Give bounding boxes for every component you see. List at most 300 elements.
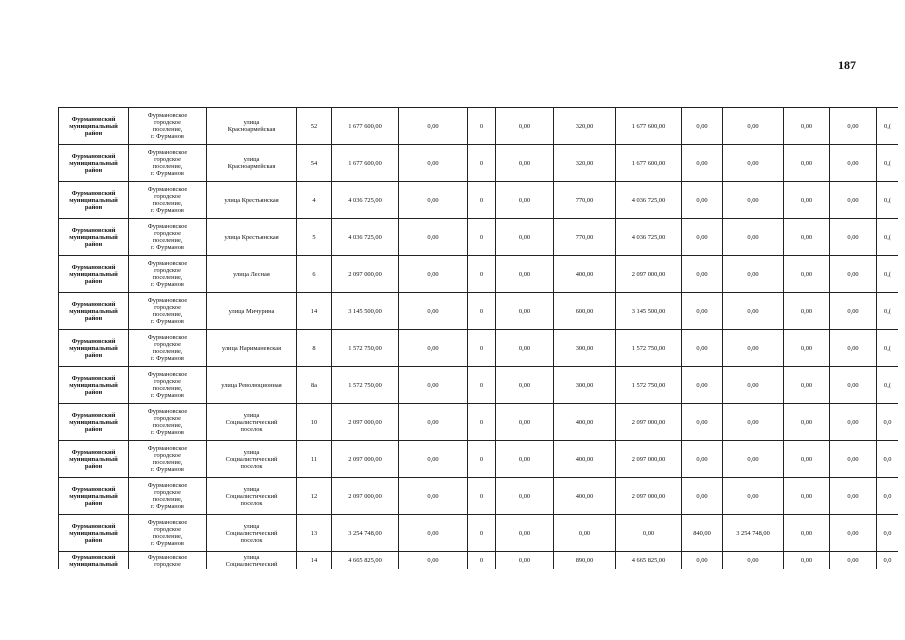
cell-line: улица [243,553,260,561]
cell-c11: 0,0 [877,478,899,515]
cell-line: поселок [240,536,263,544]
cell-c10: 0,00 [830,219,877,256]
cell-line: район [84,129,103,137]
cell-house: 8 [297,330,332,367]
cell-c9: 0,00 [784,404,830,441]
cell-line: Фурмановский [71,300,116,308]
cell-line: улица [243,411,260,419]
cell-c9: 0,00 [784,219,830,256]
cell-c3: 0 [468,293,496,330]
cell-line: поселение, [152,385,183,392]
cell-line: муниципальный [69,560,118,568]
table-row [59,515,899,552]
table-row [59,293,899,330]
cell-c6: 0,00 [616,515,682,552]
cell-c10: 0,00 [830,515,877,552]
cell-district [59,552,129,570]
cell-line: район [84,462,103,470]
cell-c2: 0,00 [399,367,468,404]
cell-c2: 0,00 [399,404,468,441]
cell-line: городское [154,452,181,459]
cell-c1: 1 677 600,00 [332,145,399,182]
cell-line: г. Фурманов [151,503,184,510]
cell-line: городское [154,156,181,163]
cell-settlement [129,256,207,293]
cell-district [59,182,129,219]
cell-line: муниципальный [69,455,118,463]
cell-c7: 0,00 [682,478,723,515]
table-row [59,404,899,441]
cell-c8: 0,00 [723,293,784,330]
cell-line: поселение, [152,496,183,503]
cell-line: Фурмановский [71,152,116,160]
cell-settlement [129,182,207,219]
table-row [59,441,899,478]
cell-c4: 0,00 [496,108,554,145]
cell-line: Фурмановский [71,189,116,197]
cell-c11: 0,0 [877,404,899,441]
cell-c10: 0,00 [830,367,877,404]
cell-street [207,256,297,293]
cell-district [59,478,129,515]
cell-settlement [129,515,207,552]
cell-c2: 0,00 [399,145,468,182]
cell-settlement [129,552,207,570]
cell-c11: 0,( [877,256,899,293]
cell-c2: 0,00 [399,108,468,145]
cell-line: Фурмановское [147,186,188,193]
cell-line: Фурмановское [147,408,188,415]
cell-c8: 0,00 [723,404,784,441]
cell-c7: 0,00 [682,182,723,219]
cell-line: улица Крестьянская [224,196,279,204]
cell-line: Фурмановское [147,482,188,489]
cell-c10: 0,00 [830,293,877,330]
cell-c1: 1 677 600,00 [332,108,399,145]
cell-c8: 3 254 748,00 [723,515,784,552]
cell-line: поселение, [152,200,183,207]
cell-line: Фурмановское [147,223,188,230]
cell-c9: 0,00 [784,552,830,570]
cell-c3: 0 [468,108,496,145]
cell-house: 6 [297,256,332,293]
cell-c6: 1 572 750,00 [616,330,682,367]
cell-c1: 3 254 748,00 [332,515,399,552]
cell-line: городское [154,489,181,496]
cell-line: городское [154,378,181,385]
table-row [59,256,899,293]
cell-line: Красноармейская [227,126,276,133]
cell-line: поселок [240,499,263,507]
cell-line: поселение, [152,459,183,466]
table-row [59,145,899,182]
cell-c8: 0,00 [723,108,784,145]
cell-line: городское [154,267,181,274]
cell-line: Социалистический [225,560,278,568]
cell-line: район [84,203,103,211]
cell-c11: 0,( [877,293,899,330]
cell-c4: 0,00 [496,552,554,570]
table-row [59,367,899,404]
table-row [59,219,899,256]
cell-c3: 0 [468,182,496,219]
cell-line: поселение, [152,422,183,429]
cell-settlement [129,478,207,515]
cell-house: 11 [297,441,332,478]
cell-c2: 0,00 [399,515,468,552]
cell-c5: 770,00 [554,219,616,256]
cell-line: городское [154,415,181,422]
cell-line: г. Фурманов [151,170,184,177]
cell-settlement [129,330,207,367]
cell-street [207,145,297,182]
cell-c5: 400,00 [554,478,616,515]
cell-c1: 3 145 500,00 [332,293,399,330]
cell-house: 12 [297,478,332,515]
cell-c7: 0,00 [682,219,723,256]
cell-c6: 2 097 000,00 [616,441,682,478]
cell-c10: 0,00 [830,182,877,219]
cell-c9: 0,00 [784,330,830,367]
cell-c10: 0,00 [830,441,877,478]
cell-c5: 400,00 [554,404,616,441]
cell-c2: 0,00 [399,182,468,219]
cell-c1: 2 097 000,00 [332,256,399,293]
cell-house: 13 [297,515,332,552]
cell-line: Фурмановский [71,553,116,561]
table-body [59,108,899,570]
cell-settlement [129,108,207,145]
cell-line: г. Фурманов [151,355,184,362]
cell-line: район [84,536,103,544]
cell-line: Социалистический [225,418,278,426]
table-row [59,108,899,145]
cell-c3: 0 [468,441,496,478]
cell-line: район [84,166,103,174]
cell-c7: 0,00 [682,552,723,570]
cell-line: улица Революционная [221,381,282,389]
cell-c6: 3 145 500,00 [616,293,682,330]
cell-c4: 0,00 [496,256,554,293]
cell-district [59,515,129,552]
cell-line: Фурмановский [71,263,116,271]
cell-c6: 1 572 750,00 [616,367,682,404]
cell-c1: 4 036 725,00 [332,182,399,219]
cell-settlement [129,145,207,182]
cell-c3: 0 [468,330,496,367]
cell-c10: 0,00 [830,256,877,293]
cell-c7: 0,00 [682,256,723,293]
cell-c11: 0,( [877,219,899,256]
cell-c1: 1 572 750,00 [332,330,399,367]
cell-c9: 0,00 [784,145,830,182]
cell-c10: 0,00 [830,404,877,441]
cell-c4: 0,00 [496,145,554,182]
cell-line: муниципальный [69,529,118,537]
cell-line: городское [154,304,181,311]
cell-line: Фурмановское [147,334,188,341]
cell-house: 14 [297,293,332,330]
cell-line: г. Фурманов [151,466,184,473]
cell-c5: 320,00 [554,108,616,145]
cell-line: Фурмановский [71,115,116,123]
cell-line: улица [243,156,260,163]
cell-line: Социалистический [225,455,278,463]
cell-house: 5 [297,219,332,256]
cell-c9: 0,00 [784,367,830,404]
cell-c9: 0,00 [784,478,830,515]
page-number: 187 [838,58,856,72]
cell-c1: 2 097 000,00 [332,404,399,441]
cell-c4: 0,00 [496,219,554,256]
cell-c6: 2 097 000,00 [616,478,682,515]
cell-line: г. Фурманов [151,318,184,325]
cell-line: г. Фурманов [151,540,184,547]
cell-line: район [84,425,103,433]
cell-line: поселение, [152,163,183,170]
cell-c4: 0,00 [496,182,554,219]
cell-line: г. Фурманов [151,429,184,436]
cell-c7: 0,00 [682,293,723,330]
cell-c11: 0,0 [877,441,899,478]
cell-house: 54 [297,145,332,182]
cell-c2: 0,00 [399,219,468,256]
cell-line: Фурмановское [147,371,188,378]
cell-district [59,108,129,145]
cell-line: поселение, [152,348,183,355]
cell-c6: 4 036 725,00 [616,182,682,219]
cell-street [207,478,297,515]
cell-c8: 0,00 [723,478,784,515]
cell-c5: 770,00 [554,182,616,219]
cell-line: муниципальный [69,233,118,241]
cell-line: городское [154,560,181,568]
cell-c2: 0,00 [399,293,468,330]
cell-line: Фурмановское [147,112,188,119]
cell-line: г. Фурманов [151,207,184,214]
cell-c2: 0,00 [399,256,468,293]
cell-c3: 0 [468,256,496,293]
cell-c7: 0,00 [682,108,723,145]
cell-line: муниципальный [69,196,118,204]
cell-line: Фурмановское [147,519,188,526]
cell-line: Социалистический [225,529,278,537]
cell-district [59,330,129,367]
cell-c9: 0,00 [784,182,830,219]
cell-c2: 0,00 [399,330,468,367]
cell-c2: 0,00 [399,441,468,478]
cell-c10: 0,00 [830,330,877,367]
cell-c5: 300,00 [554,367,616,404]
cell-c5: 300,00 [554,330,616,367]
cell-district [59,145,129,182]
cell-c11: 0,( [877,367,899,404]
cell-c10: 0,00 [830,145,877,182]
cell-c6: 4 036 725,00 [616,219,682,256]
cell-street [207,330,297,367]
cell-line: улица [243,522,260,530]
cell-district [59,293,129,330]
cell-line: Социалистический [225,492,278,500]
cell-line: г. Фурманов [151,392,184,399]
cell-line: Фурмановское [147,297,188,304]
cell-c9: 0,00 [784,293,830,330]
cell-line: улица Нариманевская [221,344,282,352]
cell-c7: 0,00 [682,441,723,478]
cell-settlement [129,219,207,256]
cell-line: муниципальный [69,122,118,130]
cell-house: 14 [297,552,332,570]
cell-street [207,404,297,441]
table-row [59,330,899,367]
cell-c3: 0 [468,145,496,182]
cell-c8: 0,00 [723,182,784,219]
cell-line: район [84,314,103,322]
cell-c5: 320,00 [554,145,616,182]
cell-c9: 0,00 [784,256,830,293]
cell-c9: 0,00 [784,515,830,552]
cell-house: 52 [297,108,332,145]
table-row [59,478,899,515]
cell-c5: 400,00 [554,256,616,293]
cell-line: Фурмановский [71,411,116,419]
cell-c7: 0,00 [682,330,723,367]
cell-line: поселок [240,462,263,470]
cell-c8: 0,00 [723,145,784,182]
cell-c6: 4 665 825,00 [616,552,682,570]
cell-c8: 0,00 [723,441,784,478]
cell-district [59,219,129,256]
cell-c10: 0,00 [830,478,877,515]
cell-c4: 0,00 [496,293,554,330]
table-container [58,107,898,569]
cell-settlement [129,441,207,478]
cell-line: г. Фурманов [151,133,184,140]
cell-c11: 0,( [877,108,899,145]
cell-line: Фурмановское [147,553,188,561]
cell-line: Фурмановский [71,226,116,234]
cell-line: муниципальный [69,159,118,167]
cell-settlement [129,404,207,441]
cell-line: поселение, [152,274,183,281]
cell-c1: 4 665 825,00 [332,552,399,570]
cell-line: муниципальный [69,344,118,352]
data-table [58,107,898,569]
cell-c4: 0,00 [496,515,554,552]
cell-house: 10 [297,404,332,441]
cell-street [207,108,297,145]
cell-line: городское [154,341,181,348]
cell-c6: 2 097 000,00 [616,256,682,293]
cell-line: Фурмановское [147,445,188,452]
cell-house: 8а [297,367,332,404]
cell-street [207,182,297,219]
cell-line: муниципальный [69,492,118,500]
cell-c3: 0 [468,478,496,515]
cell-street [207,367,297,404]
cell-line: поселение, [152,533,183,540]
cell-line: Красноармейская [227,163,276,170]
cell-street [207,515,297,552]
cell-c6: 1 677 600,00 [616,145,682,182]
cell-c8: 0,00 [723,256,784,293]
cell-c8: 0,00 [723,330,784,367]
cell-line: Фурмановский [71,374,116,382]
cell-c3: 0 [468,219,496,256]
cell-line: Фурмановский [71,522,116,530]
cell-line: район [84,388,103,396]
cell-line: Фурмановский [71,337,116,345]
cell-c11: 0,0 [877,552,899,570]
cell-c4: 0,00 [496,367,554,404]
cell-line: улица Мичурина [228,307,275,315]
cell-c10: 0,00 [830,552,877,570]
cell-line: городское [154,526,181,533]
cell-line: городское [154,193,181,200]
cell-street [207,441,297,478]
cell-line: муниципальный [69,270,118,278]
cell-c7: 0,00 [682,404,723,441]
cell-district [59,404,129,441]
cell-c2: 0,00 [399,478,468,515]
cell-line: поселение, [152,237,183,244]
cell-line: муниципальный [69,307,118,315]
cell-line: г. Фурманов [151,281,184,288]
cell-line: улица Лесная [233,270,270,278]
cell-c3: 0 [468,404,496,441]
cell-c4: 0,00 [496,404,554,441]
cell-c11: 0,( [877,182,899,219]
cell-line: район [84,277,103,285]
cell-c5: 890,00 [554,552,616,570]
cell-settlement [129,293,207,330]
cell-c3: 0 [468,552,496,570]
cell-c8: 0,00 [723,219,784,256]
cell-c2: 0,00 [399,552,468,570]
cell-c9: 0,00 [784,441,830,478]
cell-district [59,256,129,293]
cell-c4: 0,00 [496,330,554,367]
cell-line: г. Фурманов [151,244,184,251]
cell-house: 4 [297,182,332,219]
cell-c1: 4 036 725,00 [332,219,399,256]
cell-c3: 0 [468,367,496,404]
cell-settlement [129,367,207,404]
cell-c6: 1 677 600,00 [616,108,682,145]
table-row [59,552,899,570]
cell-c7: 840,00 [682,515,723,552]
cell-line: муниципальный [69,381,118,389]
cell-line: район [84,499,103,507]
cell-line: поселение, [152,311,183,318]
cell-c5: 600,00 [554,293,616,330]
cell-c8: 0,00 [723,367,784,404]
cell-c3: 0 [468,515,496,552]
cell-line: муниципальный [69,418,118,426]
cell-line: Фурмановский [71,448,116,456]
cell-street [207,293,297,330]
cell-c1: 2 097 000,00 [332,478,399,515]
cell-line: городское [154,230,181,237]
cell-c11: 0,( [877,330,899,367]
cell-c7: 0,00 [682,367,723,404]
cell-line: район [84,240,103,248]
cell-line: Фурмановское [147,260,188,267]
cell-line: улица Крестьянская [224,233,279,241]
cell-street [207,552,297,570]
cell-c11: 0,0 [877,515,899,552]
cell-c9: 0,00 [784,108,830,145]
